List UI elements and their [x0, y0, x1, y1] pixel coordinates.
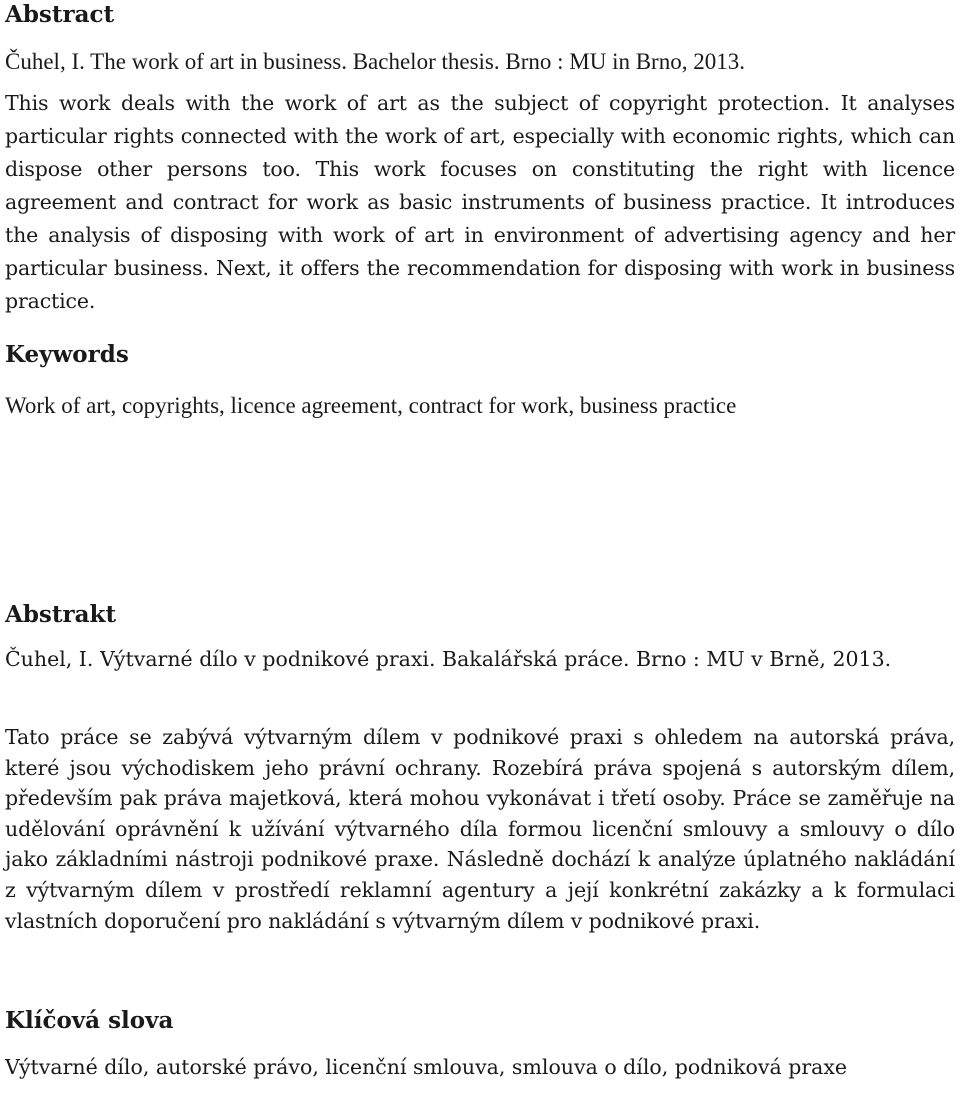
keywords-heading: Keywords [5, 341, 129, 368]
keywords-text: Work of art, copyrights, licence agreement, contract for work, business practice [5, 393, 737, 418]
abstrakt-body: Tato práce se zabývá výtvarným dílem v podnikové praxi s ohledem na autorská práva, které jsou východiskem jeho právní ochrany. Rozebírá práva spojená s autorským dílem, především pak práva majetková, která mohou vykonávat i třetí osoby. Práce se zaměřuje na udělování oprávnění k užívání výtvarného díla formou licenční smlouvy a smlouvy o dílo jako základními nástroji podnikové praxe. Následně dochází k analýze úplatného nakládání z výtvarným dílem v prostředí reklamní agentury a její konkrétní zakázky a k formulaci vlastních doporučení pro nakládání s výtvarným dílem v podnikové praxi. [5, 725, 955, 933]
keywords-section [5, 340, 955, 418]
abstrakt-heading: Abstrakt [5, 601, 117, 628]
abstract-heading: Abstract [5, 1, 115, 28]
klicova-slova-section [5, 1006, 955, 1079]
abstrakt-citation: Čuhel, I. Výtvarné dílo v podnikové praxi. Bakalářská práce. Brno : MU v Brně, 2013. [5, 647, 892, 671]
abstract-citation: Čuhel, I. The work of art in business. Bachelor thesis. Brno : MU in Brno, 2013. [5, 49, 745, 74]
abstract-section [5, 0, 955, 313]
abstrakt-section [5, 600, 955, 933]
klicova-slova-heading: Klíčová slova [5, 1007, 174, 1034]
abstract-body: This work deals with the work of art as the subject of copyright protection. It analyses particular rights connected with the work of art, especially with economic rights, which can dispose other persons too. This work focuses on constituting the right with licence agreement and contract for work as basic instruments of business practice. It introduces the analysis of disposing with work of art in environment of advertising agency and her particular business. Next, it offers the recommendation for disposing with work in business practice. [5, 91, 955, 313]
klicova-slova-text: Výtvarné dílo, autorské právo, licenční smlouva, smlouva o dílo, podniková praxe [5, 1055, 848, 1079]
